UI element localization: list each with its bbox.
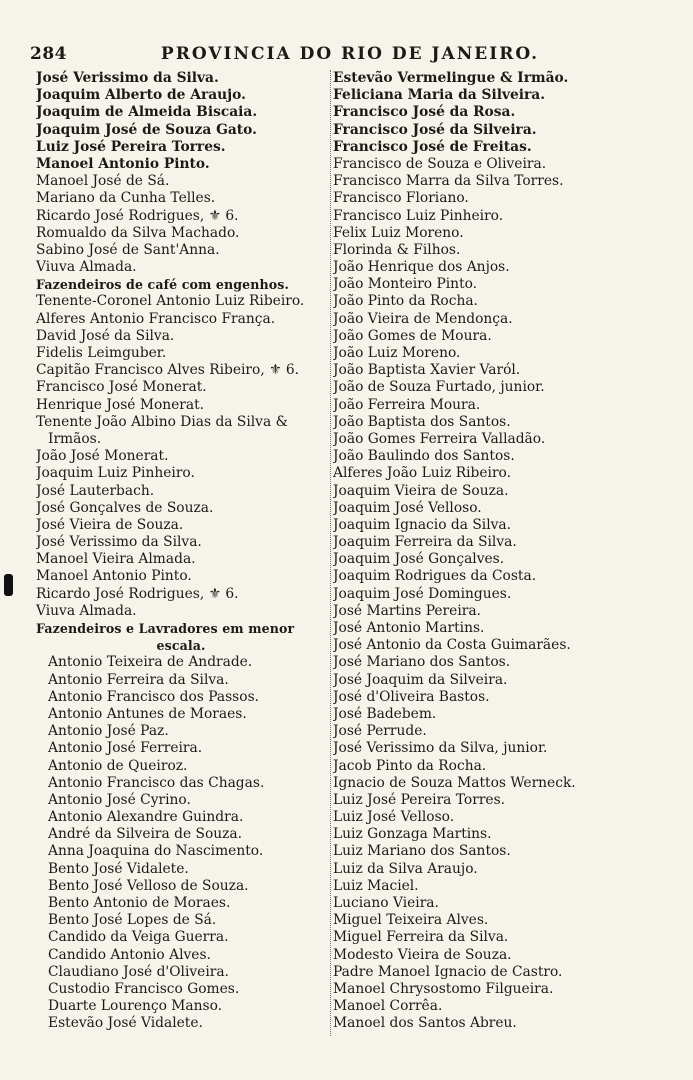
list-entry: Estevão José Vidalete. <box>48 1015 203 1032</box>
list-entry: Luiz José Pereira Torres. <box>36 138 226 155</box>
list-entry: Manoel José de Sá. <box>36 173 170 190</box>
list-entry: Joaquim de Almeida Biscaia. <box>36 104 258 121</box>
list-entry: Joaquim Ignacio da Silva. <box>333 516 512 533</box>
list-entry: Joaquim Rodrigues da Costa. <box>333 568 537 585</box>
list-entry: Luiz da Silva Araujo. <box>333 860 478 877</box>
list-entry: Custodio Francisco Gomes. <box>48 980 240 997</box>
list-entry: João Vieira de Mendonça. <box>333 310 513 327</box>
list-entry: Manoel Corrêa. <box>333 998 443 1015</box>
list-entry: João Henrique dos Anjos. <box>333 259 510 276</box>
list-entry: Luiz Mariano dos Santos. <box>333 843 511 860</box>
list-entry: Candido da Veiga Guerra. <box>48 929 229 946</box>
list-entry: Claudiano José d'Oliveira. <box>48 963 229 980</box>
list-entry: Alferes Antonio Francisco França. <box>36 310 276 327</box>
list-entry: Francisco Luiz Pinheiro. <box>333 207 504 224</box>
list-entry: Fidelis Leimguber. <box>36 345 167 361</box>
list-entry: Antonio Antunes de Moraes. <box>48 705 247 722</box>
list-entry: Francisco José Monerat. <box>36 379 207 396</box>
list-entry: Francisco José da Silveira. <box>333 121 537 138</box>
list-entry: Ricardo José Rodrigues, ⚜ 6. <box>36 207 239 224</box>
list-entry: Tenente João Albino Dias da Silva & <box>36 413 288 430</box>
list-entry: João Luiz Moreno. <box>333 345 461 361</box>
list-entry: João Monteiro Pinto. <box>333 276 478 293</box>
left-column <box>36 70 326 1033</box>
list-entry: Manoel Vieira Almada. <box>36 551 196 568</box>
list-entry: José Joaquim da Silveira. <box>333 671 508 688</box>
list-entry: José Antonio da Costa Guimarães. <box>333 637 571 654</box>
list-entry: José Mariano dos Santos. <box>333 654 511 671</box>
list-entry: Jacob Pinto da Rocha. <box>333 757 487 774</box>
list-entry: Capitão Francisco Alves Ribeiro, ⚜ 6. <box>36 362 300 379</box>
list-entry: Luciano Vieira. <box>333 895 439 911</box>
list-entry: Joaquim José de Souza Gato. <box>36 121 257 138</box>
list-entry: Bento Antonio de Moraes. <box>48 895 231 911</box>
list-entry: João Baulindo dos Santos. <box>333 448 515 465</box>
list-entry: José Badebem. <box>333 705 437 722</box>
list-entry: Luiz José Velloso. <box>333 809 455 826</box>
list-entry: Antonio Teixeira de Andrade. <box>48 654 253 671</box>
list-entry: Manoel dos Santos Abreu. <box>333 1015 517 1032</box>
list-entry: Manoel Antonio Pinto. <box>36 568 192 585</box>
list-entry: José Martins Pereira. <box>333 602 481 619</box>
list-entry: Bento José Velloso de Souza. <box>48 877 249 894</box>
list-entry: André da Silveira de Souza. <box>48 826 243 843</box>
list-entry: Miguel Ferreira da Silva. <box>333 929 509 946</box>
list-entry: Antonio de Queiroz. <box>48 757 188 774</box>
running-title: PROVINCIA DO RIO DE JANEIRO. <box>160 44 540 64</box>
list-entry: Joaquim Alberto de Araujo. <box>36 87 246 104</box>
list-entry: Florinda & Filhos. <box>333 241 461 258</box>
list-entry: José Verissimo da Silva, junior. <box>333 740 548 757</box>
list-entry: João Pinto da Rocha. <box>333 293 478 310</box>
list-entry: João Baptista Xavier Varól. <box>333 362 521 379</box>
list-entry: José Perrude. <box>333 723 427 740</box>
list-entry: Joaquim José Velloso. <box>333 499 482 516</box>
list-entry: Francisco Marra da Silva Torres. <box>333 173 564 190</box>
list-entry: Luiz Maciel. <box>333 877 419 894</box>
list-entry: João Gomes de Moura. <box>333 327 492 344</box>
list-entry: José Verissimo da Silva. <box>36 70 219 86</box>
list-entry: Miguel Teixeira Alves. <box>333 912 489 929</box>
list-entry: José Antonio Martins. <box>333 620 485 636</box>
list-entry: Bento José Vidalete. <box>48 860 189 877</box>
list-entry: Manoel Antonio Pinto. <box>36 155 210 172</box>
list-entry: João José Monerat. <box>36 448 169 465</box>
list-entry: Joaquim Luiz Pinheiro. <box>36 465 195 482</box>
page-header <box>30 44 670 70</box>
list-entry: Francisco José da Rosa. <box>333 104 516 121</box>
list-entry: Candido Antonio Alves. <box>48 946 211 963</box>
section-heading: Fazendeiros de café com engenhos. <box>36 277 289 293</box>
margin-mark <box>4 574 13 596</box>
list-entry: Viuva Almada. <box>36 602 137 619</box>
right-column <box>330 70 663 1036</box>
list-entry: João Gomes Ferreira Valladão. <box>333 430 546 447</box>
list-entry: Antonio José Cyrino. <box>48 791 191 808</box>
list-entry: Alferes João Luiz Ribeiro. <box>333 465 511 482</box>
list-entry: Sabino José de Sant'Anna. <box>36 241 220 258</box>
list-entry: Tenente-Coronel Antonio Luiz Ribeiro. <box>36 293 305 310</box>
list-entry: David José da Silva. <box>36 327 175 344</box>
list-entry: Joaquim José Domingues. <box>333 585 512 602</box>
list-entry: Joaquim José Gonçalves. <box>333 551 505 568</box>
list-entry: Joaquim Ferreira da Silva. <box>333 534 517 551</box>
list-entry: Francisco José de Freitas. <box>333 138 532 155</box>
list-entry: José Vieira de Souza. <box>36 516 184 533</box>
list-entry: Antonio Alexandre Guindra. <box>48 809 244 826</box>
list-entry: João Ferreira Moura. <box>333 396 481 413</box>
list-entry: Ricardo José Rodrigues, ⚜ 6. <box>36 585 239 602</box>
list-entry: José Gonçalves de Souza. <box>36 499 214 516</box>
list-entry: Antonio Francisco das Chagas. <box>48 774 265 791</box>
list-entry: João de Souza Furtado, junior. <box>333 379 545 396</box>
list-entry: Anna Joaquina do Nascimento. <box>48 843 264 860</box>
list-entry: Luiz Gonzaga Martins. <box>333 826 492 843</box>
list-entry: Irmãos. <box>48 430 102 447</box>
list-entry: Estevão Vermelingue & Irmão. <box>333 70 569 86</box>
list-entry: José d'Oliveira Bastos. <box>333 688 490 705</box>
list-entry: Antonio José Ferreira. <box>48 740 203 757</box>
page-number: 284 <box>30 44 67 64</box>
list-entry: Francisco Floriano. <box>333 190 469 207</box>
list-entry: Feliciana Maria da Silveira. <box>333 87 546 104</box>
list-entry: Padre Manoel Ignacio de Castro. <box>333 963 563 980</box>
list-entry: Felix Luiz Moreno. <box>333 224 464 241</box>
list-entry: Mariano da Cunha Telles. <box>36 190 216 207</box>
section-heading: escala. <box>156 638 206 654</box>
list-entry: Manoel Chrysostomo Filgueira. <box>333 980 554 997</box>
list-entry: Antonio José Paz. <box>48 723 169 740</box>
list-entry: Joaquim Vieira de Souza. <box>333 482 509 499</box>
list-entry: Romualdo da Silva Machado. <box>36 224 240 241</box>
list-entry: José Lauterbach. <box>36 482 155 499</box>
list-entry: Henrique José Monerat. <box>36 396 205 413</box>
list-entry: Ignacio de Souza Mattos Werneck. <box>333 774 576 791</box>
list-entry: João Baptista dos Santos. <box>333 413 511 430</box>
list-entry: Duarte Lourenço Manso. <box>48 998 223 1015</box>
list-entry: Modesto Vieira de Souza. <box>333 946 512 963</box>
list-entry: Antonio Francisco dos Passos. <box>48 688 260 705</box>
list-entry: Viuva Almada. <box>36 259 137 276</box>
list-entry: Bento José Lopes de Sá. <box>48 912 217 929</box>
section-heading: Fazendeiros e Lavradores em menor <box>36 621 295 636</box>
list-entry: José Verissimo da Silva. <box>36 534 202 551</box>
list-entry: Antonio Ferreira da Silva. <box>48 671 229 688</box>
list-entry: Luiz José Pereira Torres. <box>333 791 506 808</box>
list-entry: Francisco de Souza e Oliveira. <box>333 155 547 172</box>
